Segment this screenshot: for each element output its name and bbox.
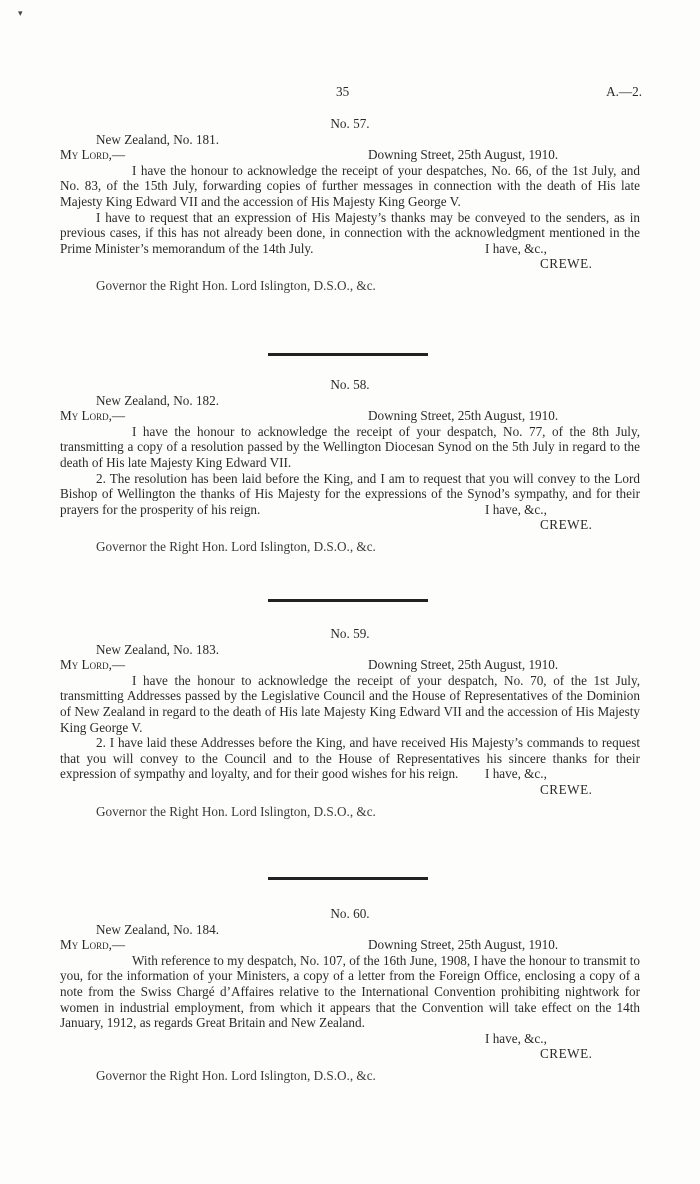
addressee: Governor the Right Hon. Lord Islington, D.S.O., &c. (96, 277, 376, 293)
paragraph: With reference to my despatch, No. 107, of the 16th June, 1908, I have the honour to transmit to you, for the information of your Ministers, a copy of a letter from the Foreign Office, enclosing a copy of a note from the Swiss Chargé d’Affaires relative to the International Convention prohibiting nightwork for women in industrial employment, from which it appears that the Convention will take effect on the 14th January, 1912, as regards Great Britain and New Zealand. (60, 952, 640, 1031)
place-date: Downing Street, 25th August, 1910. (368, 657, 559, 673)
salutation: My Lord,— (60, 937, 126, 953)
place-date: Downing Street, 25th August, 1910. (368, 937, 559, 953)
salutation: My Lord,— (60, 657, 126, 673)
salutation: My Lord,— (60, 408, 126, 424)
nz-reference: New Zealand, No. 183. (96, 641, 220, 657)
salutation: My Lord,— (60, 147, 126, 163)
letter-58 (60, 377, 640, 555)
signature: CREWE. (540, 781, 593, 797)
letter-57 (60, 116, 640, 294)
closing: I have, &c., (485, 240, 547, 256)
paragraph: I have the honour to acknowledge the receipt of your despatch, No. 70, of the 1st July, transmitting Addresses passed by the Legislative Council and the House of Representatives of the Dominion of New Zealand in regard to the death of His late Majesty King Edward VII and the accession of His Majesty King George V. (60, 672, 640, 735)
page-header (0, 84, 700, 102)
letter-number: No. 58. (330, 377, 370, 392)
nz-reference: New Zealand, No. 181. (96, 131, 220, 147)
document-reference: A.—2. (606, 84, 642, 99)
margin-mark: ▾ (18, 8, 23, 18)
paragraph: 2. I have laid these Addresses before the King, and have received His Majesty’s commands to request that you will convey to the Council and to the House of Representatives his sincere thanks for their expression of sympathy and loyalty, and for their good wishes for his reign. (60, 735, 640, 782)
signature: CREWE. (540, 1046, 593, 1062)
paragraph: I have to request that an expression of His Majesty’s thanks may be conveyed to the senders, as in previous cases, if this has not already been done, in connection with the acknowledgment mentioned in the Prime Minister’s memorandum of the 14th July. (60, 209, 640, 256)
paragraph: I have the honour to acknowledge the receipt of your despatches, No. 66, of the 1st July, and No. 83, of the 15th July, forwarding copies of further messages in connection with the death of His late Majesty King Edward VII and the accession of His Majesty King George V. (60, 162, 640, 209)
page-number: 35 (336, 84, 350, 99)
paragraph: I have the honour to acknowledge the receipt of your despatch, No. 77, of the 8th July, transmitting a copy of a resolution passed by the Wellington Diocesan Synod on the 5th July in regard to the death of His late Majesty King Edward VII. (60, 423, 640, 470)
letter-number: No. 60. (330, 906, 370, 921)
place-date: Downing Street, 25th August, 1910. (368, 147, 559, 163)
section-divider (268, 353, 428, 356)
addressee: Governor the Right Hon. Lord Islington, D.S.O., &c. (96, 803, 376, 819)
closing: I have, &c., (485, 1030, 547, 1046)
closing: I have, &c., (485, 501, 547, 517)
signature: CREWE. (540, 517, 593, 533)
section-divider (268, 599, 428, 602)
nz-reference: New Zealand, No. 184. (96, 921, 220, 937)
letter-number: No. 57. (330, 116, 370, 131)
closing: I have, &c., (485, 766, 547, 782)
section-divider (268, 877, 428, 880)
letter-number: No. 59. (330, 626, 370, 641)
letter-59 (60, 626, 640, 819)
paragraph: 2. The resolution has been laid before the King, and I am to request that you will convey to the Lord Bishop of Wellington the thanks of His Majesty for the expressions of the Synod’s sympathy, and for their prayers for the prosperity of his reign. (60, 470, 640, 517)
letter-60 (60, 906, 640, 1084)
nz-reference: New Zealand, No. 182. (96, 392, 220, 408)
place-date: Downing Street, 25th August, 1910. (368, 408, 559, 424)
signature: CREWE. (540, 256, 593, 272)
addressee: Governor the Right Hon. Lord Islington, D.S.O., &c. (96, 1067, 376, 1083)
addressee: Governor the Right Hon. Lord Islington, D.S.O., &c. (96, 538, 376, 554)
